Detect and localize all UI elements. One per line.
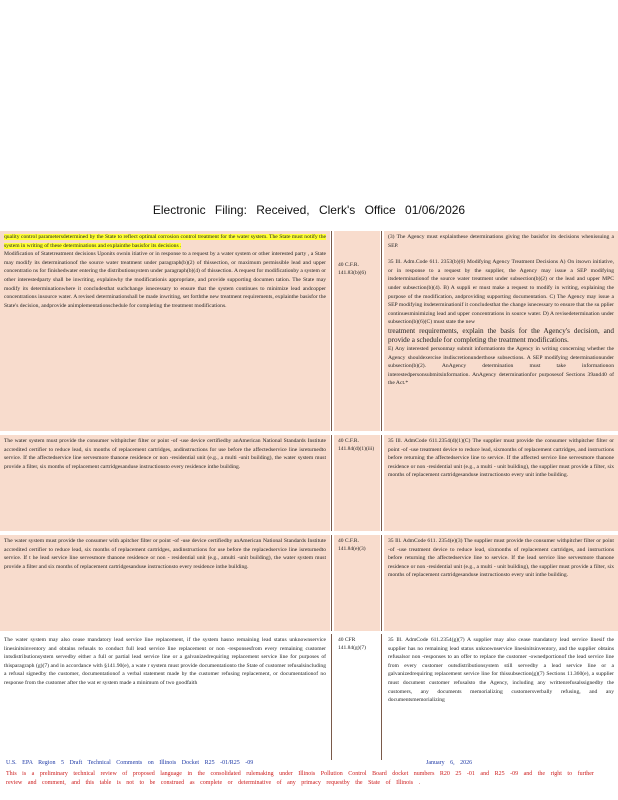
table-row: [0, 435, 618, 531]
table-row: [0, 231, 618, 431]
paragraph: The water system must provide the consumer withpitcher filter or point -of -use device certifiedby anAmerican National Standards Institute accredited certifier to reduce lead, six months of replacement cartridges, andinstructions for use before the affectedservice line isreturnedto service. If the affectedservice line servesmore thanone residence or non -residential unit (e.g., a multi -unit building), the water system must provide a filter, six months of replacement cartridgesanduse instructionsto every residence inthe building.: [4, 438, 326, 470]
federal-rule-text: [0, 535, 330, 631]
state-rule-text: [384, 634, 618, 760]
column-divider: [331, 634, 332, 760]
footer-source-line: U.S. EPA Region 5 Draft Technical Comments on Illinois Docket R25 -01/R25 -09: [6, 760, 254, 766]
federal-rule-text: [0, 231, 330, 431]
column-divider: [381, 535, 382, 631]
paragraph: quality control parametersdetermined by the State to reflect optimal corrosion control treatment for the water system. The State must notify the system in writing of these determinations and explainthe basisfor its decisions .: [4, 234, 326, 249]
federal-rule-text: [0, 634, 330, 760]
paragraph: E) Any interested personmay submit informationto the Agency in writing concerning whether the Agency shouldexercise itsdiscretionunderthose subsections. A SEP modifying determinationunder subsection(b)(2). AnAgency determination must take informationon interestedpersonsubmitsinformation. AnAgency determinationfor purposesof Sections 39and40 of the Act.*: [388, 345, 614, 387]
column-divider: [331, 435, 332, 531]
column-divider: [381, 231, 382, 431]
paragraph: treatment requirements, explain the basis for the Agency's decision, and provide a schedule for completing the treatment modifications.: [388, 326, 614, 344]
federal-rule-text: [0, 435, 330, 531]
citation: 40 C.F.R. 141.83(b)(6): [334, 231, 380, 431]
filing-stamp: Electronic Filing: Received, Clerk's Office 01/06/2026: [152, 203, 466, 217]
column-divider: [331, 231, 332, 431]
paragraph: The water system must provide the consumer with apitcher filter or point -of -use device certifiedby anAmerican National Standards Institute accredited certifier to reduce lead, six months of replacement cartridges, andinstructions for use before the replacedservice line isreturnedto service. If t he lead service line servesmore thanone residence or non - residential unit (e.g., amulti -unit building), the water system must provide a filter and six months of replacement cartridgesanduse instructionsto every residence inthe building.: [4, 538, 326, 570]
paragraph: 35 Ill. AdmCode 611. 2354(e)(3) The supplier must provide the consumer withpitcher filter or point -of -use treatment device to reduce lead, sixmonths of replacement cartridges, and instructions before returning the affectedservice line to service. If the lead service line servesmore thanone residence or non -residential unit (e.g., a multi - unit building), the supplier must provide a filter, six months of replacement cartridgesanduse instructionsto every unit inthe building.: [388, 538, 614, 579]
state-rule-text: [384, 231, 618, 431]
table-row: [0, 535, 618, 631]
citation: 40 CFR 141.84(g)(7): [334, 634, 380, 760]
column-divider: [381, 634, 382, 760]
state-rule-text: [384, 535, 618, 631]
paragraph: 35 Ill. AdmCode 611.2354(d)(1)(C) The supplier must provide the consumer withpitcher filter or point -of -use treatment device to reduce lead, sixmonths of replacement cartridges, and instructions before returning the affectedservice line to service. If the affected service line servesmore thanone residence or non -residential unit (e.g., a multi - unit building), the supplier must provide a filter, six months of replacement cartridgesanduse instructionsto every unit inthe building.: [388, 438, 614, 479]
paragraph: 35 Ill. AdmCode 611.2354(g)(7) A supplier may also cease mandatory lead service linesif the supplier has no remaining lead status unknownservice linesinitsinventory, and the supplier obtains refusalsor non -responses to an offer to replace the customer -ownedportionof the lead service line from every customer outsdistributionsystem still servedby a lead service line or a galvanizedrequiring replacement service line for thissubsection(g)(7) Sections 11.360(e), a supplier must document customer refusalsto the Agency, including any writtenrefusalssignedby the customers, any documents memorializing customersverbally refusing, and any documentsmemorializing: [388, 637, 614, 704]
citation: 40 C.F.R. 141.84(e)(3): [334, 535, 380, 631]
column-divider: [381, 435, 382, 531]
footer-date: January 6, 2026: [426, 760, 473, 766]
state-rule-text: [384, 435, 618, 531]
table-row: [0, 634, 618, 760]
paragraph: 35 Ill. Adm.Code 611. 2353(b)(6) Modifying Agency Treatment Decisions A) On itsown initiative, or in response to a request by the supplier, the Agency may issue a SEP modifying itsdeterminationof the source water treatment under subsection(b)(2) or the lead and upper MPC under subsection(b)(4). B) A suppli er must make a request to modify in writing, explaining the purpose of the modification, andproviding supporting documentation. C) The Agency may issue a SEP modifying itsdeterminationif it concludesthat the change isnecessary to ensure that the su pplier continuesminimizing lead and upper concentrations in source water. D) A revisedetermination under subsection(b)(6)(C) must state the new: [388, 259, 614, 326]
paragraph: (3) The Agency must explainthese determinations giving the basisfor its decisions whenissuing a SEP.: [388, 234, 614, 249]
paragraph: Modification of Statetreatment decisions Uponits ownin itiative or in response to a request by a water system or other interested party , a State may modify its determinationof the source water treatment under paragraph(b)(2) of thissection, or maximum permissible lead and upper concentratio ns for finishedwater entering the distributionsystem under paragraph(b)(4) of thissection. A request for modificationby a system or other interestedparty shall be inwriting, explainwhy the modificationis appropriate, and provide supporting documen tation. The State may modify its determinationwhere it concludesthat suchchange isnecessary to ensure that the system continues to minimize lead andcopper concentrations insource water. A revised determinationshall be made inwriting, set forththe new treatment requirements, explainthe basisfor the State's decision, andprovide animplementationschedule for completing the treatment modifications.: [4, 251, 326, 309]
footer-disclaimer: This is a preliminary technical review of proposed language in the consolidated rulemaking under Illinois Pollution Control Board docket numbers R20 25 -01 and R25 -09 and the right to further review and comment, and this table is not to be construed as complete or determinative of any primacy requestby the State of Illinois .: [6, 771, 594, 786]
column-divider: [331, 535, 332, 631]
paragraph: The water system may also cease mandatory lead service line replacement, if the system hasno remaining lead status unknownservice linesinitsinventory and obtains refusals to conduct full lead service line replacement or non -responsesfrom every remaining customer intsdistributionsystem servedby either a full or partial lead service line or a galvanizedrequiring replacement service line for purposes of thisparagraph (g)(7) and in accordance with §141.90(e), a wate r system must provide documentationto the State of customer refusalsincluding a refusal signedby the customer, documentationof a verbal statement made by the customer refusing replacement, or documentationof no response from the customer after the wat er system made a minimum of two goodfaith: [4, 637, 326, 686]
footer-source: [6, 760, 612, 766]
citation: 40 C.F.R. 141.84(d)(1)(iii): [334, 435, 380, 531]
